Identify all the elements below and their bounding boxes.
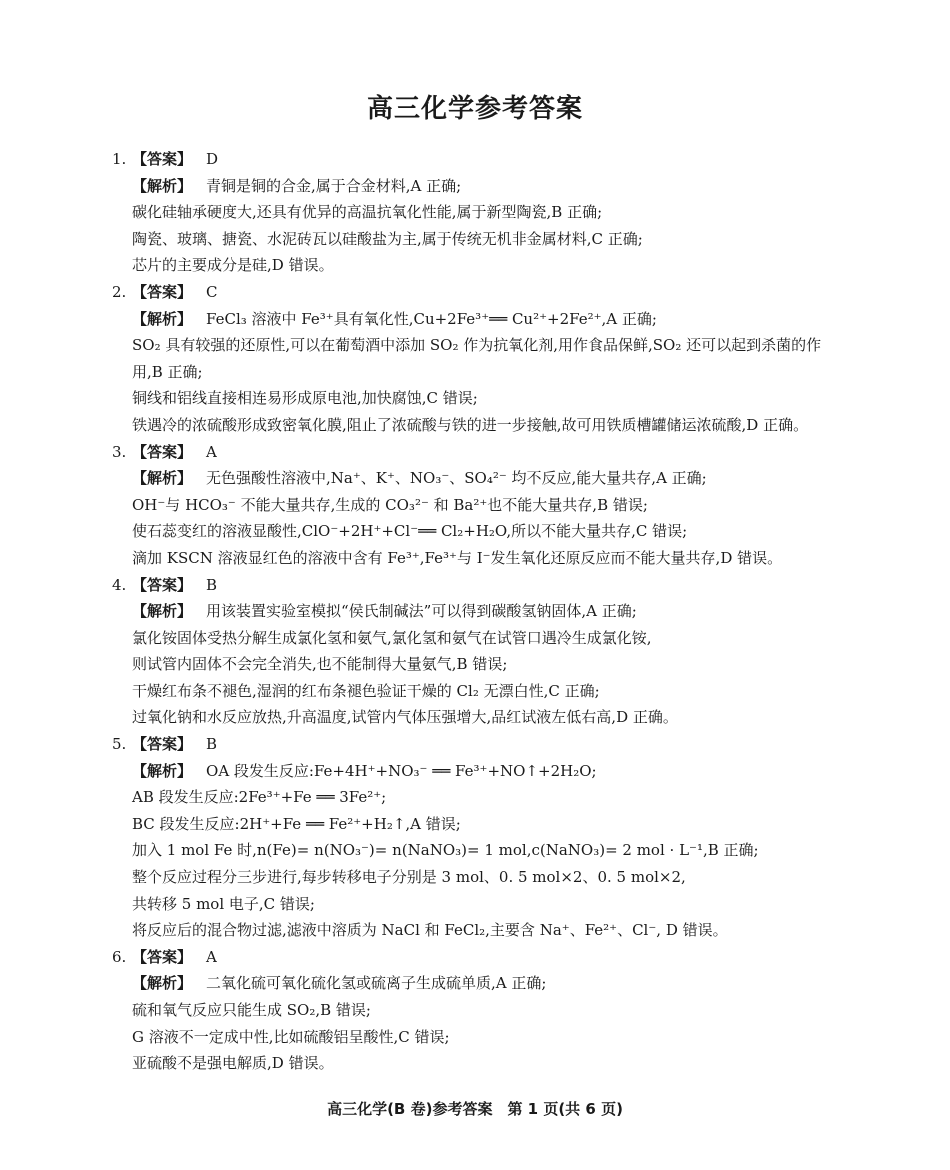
q4-number: 4.	[112, 575, 127, 594]
answer-tag: 【答案】	[132, 575, 193, 594]
q5-analysis-line-3: BC 段发生反应:2H⁺+Fe ══ Fe²⁺+H₂↑,A 错误;	[132, 814, 461, 833]
q5-answer-line	[112, 731, 842, 758]
q1-analysis-line-2: 碳化硅轴承硬度大,还具有优异的高温抗氧化性能,属于新型陶瓷,B 正确;	[132, 203, 603, 222]
q3-analysis-line-1	[112, 465, 842, 492]
analysis-tag: 【解析】	[132, 309, 193, 328]
q1-analysis-line-1	[112, 173, 842, 200]
q6-answer: A	[206, 947, 217, 966]
q2-line-text: FeCl₃ 溶液中 Fe³⁺具有氧化性,Cu+2Fe³⁺══ Cu²⁺+2Fe²⁺,A 正确;	[206, 309, 657, 328]
q2-answer-line	[112, 279, 842, 306]
q5-analysis-line-6: 共转移 5 mol 电子,C 错误;	[132, 894, 315, 913]
q4-analysis-line-4: 干燥红布条不褪色,湿润的红布条褪色验证干燥的 Cl₂ 无漂白性,C 正确;	[132, 681, 600, 700]
q2-analysis-line-2: SO₂ 具有较强的还原性,可以在葡萄酒中添加 SO₂ 作为抗氧化剂,用作食品保鲜,SO₂ 还可以起到杀菌的作用,B 正确;	[132, 336, 822, 381]
q6-line-text: 二氧化硫可氧化硫化氢或硫离子生成硫单质,A 正确;	[206, 974, 547, 993]
q2-analysis-line-4: 铁遇冷的浓硫酸形成致密氧化膜,阻止了浓硫酸与铁的进一步接触,故可用铁质槽罐储运浓硫酸,D 正确。	[132, 415, 809, 434]
answer-tag: 【答案】	[132, 282, 193, 301]
q1-answer: D	[206, 150, 219, 168]
answer-content	[112, 146, 842, 1077]
q6-analysis-line-1	[112, 970, 842, 997]
q2-number: 2.	[112, 282, 127, 301]
q3-line-text: 无色强酸性溶液中,Na⁺、K⁺、NO₃⁻、SO₄²⁻ 均不反应,能大量共存,A 正确;	[206, 469, 707, 488]
q4-line-text: 用该装置实验室模拟“侯氏制碱法”可以得到碳酸氢钠固体,A 正确;	[206, 602, 637, 621]
answer-tag: 【答案】	[132, 735, 193, 754]
q1-number: 1.	[112, 150, 127, 168]
q4-analysis-line-5: 过氧化钠和水反应放热,升高温度,试管内气体压强增大,品红试液左低右高,D 正确。	[132, 708, 678, 727]
q1-line-text: 青铜是铜的合金,属于合金材料,A 正确;	[206, 176, 462, 195]
q3-analysis-line-2: OH⁻与 HCO₃⁻ 不能大量共存,生成的 CO₃²⁻ 和 Ba²⁺也不能大量共存,B 错误;	[132, 495, 648, 514]
page-footer: 高三化学(B 卷)参考答案 第 1 页(共 6 页)	[327, 1100, 623, 1118]
q5-answer: B	[206, 735, 218, 754]
q5-line-text: OA 段发生反应:Fe+4H⁺+NO₃⁻ ══ Fe³⁺+NO↑+2H₂O;	[206, 761, 597, 780]
analysis-tag: 【解析】	[132, 469, 193, 488]
analysis-tag: 【解析】	[132, 602, 193, 621]
analysis-tag: 【解析】	[132, 176, 193, 195]
q5-number: 5.	[112, 735, 127, 754]
q5-analysis-line-1	[112, 758, 842, 785]
q4-answer: B	[206, 575, 218, 594]
q6-analysis-line-3: G 溶液不一定成中性,比如硫酸铝呈酸性,C 错误;	[132, 1027, 450, 1046]
q5-analysis-line-2: AB 段发生反应:2Fe³⁺+Fe ══ 3Fe²⁺;	[132, 788, 387, 807]
q4-analysis-line-2: 氯化铵固体受热分解生成氯化氢和氨气,氯化氢和氨气在试管口遇冷生成氯化铵,	[132, 628, 652, 647]
q6-analysis-line-2: 硫和氧气反应只能生成 SO₂,B 错误;	[132, 1001, 371, 1019]
q6-number: 6.	[112, 947, 127, 966]
q2-analysis-line-3: 铜线和铝线直接相连易形成原电池,加快腐蚀,C 错误;	[132, 389, 478, 408]
q3-analysis-line-4: 滴加 KSCN 溶液显红色的溶液中含有 Fe³⁺,Fe³⁺与 I⁻发生氧化还原反应而不能大量共存,D 错误。	[132, 548, 783, 567]
q3-answer: A	[206, 442, 217, 461]
answer-tag: 【答案】	[132, 150, 193, 168]
q2-analysis-line-1	[112, 306, 842, 333]
q6-analysis-line-4: 亚硫酸不是强电解质,D 错误。	[132, 1054, 334, 1073]
q4-answer-line	[112, 572, 842, 599]
answer-tag: 【答案】	[132, 442, 193, 461]
analysis-tag: 【解析】	[132, 974, 193, 993]
q3-analysis-line-3: 使石蕊变红的溶液显酸性,ClO⁻+2H⁺+Cl⁻══ Cl₂+H₂O,所以不能大量共存,C 错误;	[132, 522, 688, 541]
q1-analysis-line-4: 芯片的主要成分是硅,D 错误。	[132, 256, 334, 275]
q6-answer-line	[112, 944, 842, 971]
q4-analysis-line-1	[112, 598, 842, 625]
q1-answer-line	[112, 146, 842, 173]
q3-answer-line	[112, 439, 842, 466]
q1-analysis-line-3: 陶瓷、玻璃、搪瓷、水泥砖瓦以硅酸盐为主,属于传统无机非金属材料,C 正确;	[132, 229, 643, 248]
q2-answer: C	[206, 282, 218, 301]
q5-analysis-line-4: 加入 1 mol Fe 时,n(Fe)= n(NO₃⁻)= n(NaNO₃)= 1 mol,c(NaNO₃)= 2 mol · L⁻¹,B 正确;	[132, 841, 759, 860]
answer-tag: 【答案】	[132, 947, 193, 966]
q5-analysis-line-7: 将反应后的混合物过滤,滤液中溶质为 NaCl 和 FeCl₂,主要含 Na⁺、Fe²⁺、Cl⁻, D 错误。	[132, 921, 728, 940]
q5-analysis-line-5: 整个反应过程分三步进行,每步转移电子分别是 3 mol、0. 5 mol×2、0. 5 mol×2,	[132, 868, 686, 887]
q4-analysis-line-3: 则试管内固体不会完全消失,也不能制得大量氨气,B 错误;	[132, 655, 508, 674]
analysis-tag: 【解析】	[132, 761, 193, 780]
q3-number: 3.	[112, 442, 127, 461]
page-title: 高三化学参考答案	[366, 94, 583, 124]
